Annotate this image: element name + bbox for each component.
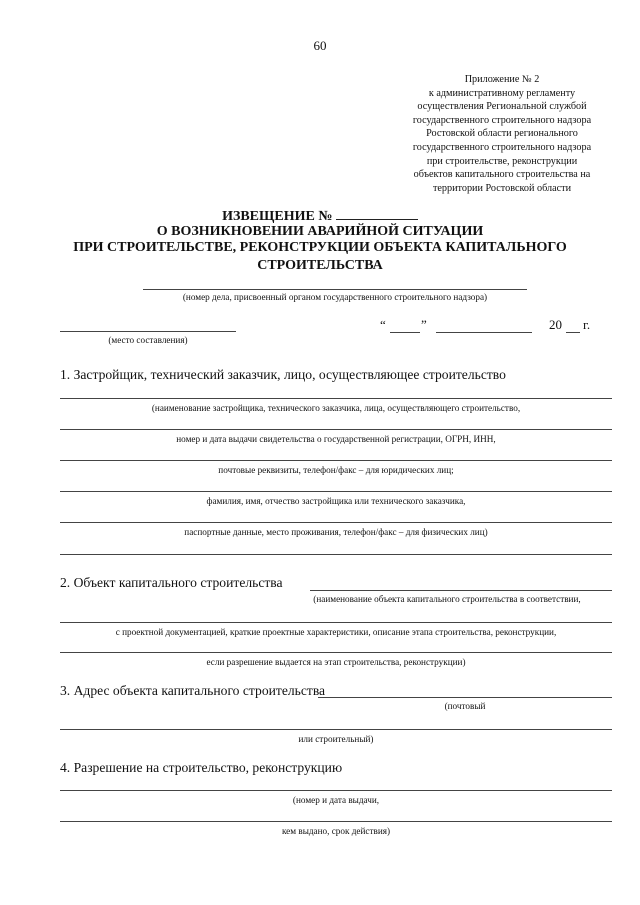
appendix-line: к административному регламенту	[428, 87, 576, 99]
section-3-caption: (почтовый	[444, 701, 486, 711]
date-year-field[interactable]	[566, 332, 580, 333]
date-open-quote: “	[380, 317, 386, 332]
section-2-field[interactable]	[60, 622, 612, 623]
section-1-caption: номер и дата выдачи свидетельства о государственной регистрации, ОГРН, ИНН,	[176, 434, 496, 444]
date-month-field[interactable]	[436, 332, 532, 333]
section-2-field[interactable]	[60, 652, 612, 653]
section-2-caption: с проектной документацией, краткие проектные характеристики, описание этапа строительства, реконструкции,	[115, 627, 557, 637]
section-4-caption: кем выдано, срок действия)	[281, 826, 391, 836]
document-title	[0, 207, 640, 225]
section-1-field[interactable]	[60, 398, 612, 399]
section-2-caption: (наименование объекта капитального строительства в соответствии,	[313, 594, 581, 604]
section-1-field[interactable]	[60, 554, 612, 555]
case-number-caption: (номер дела, присвоенный органом государственного строительного надзора)	[182, 292, 488, 302]
appendix-line: осуществления Региональной службой	[417, 101, 587, 113]
section-1-field[interactable]	[60, 429, 612, 430]
section-1-field[interactable]	[60, 522, 612, 523]
section-1-field[interactable]	[60, 460, 612, 461]
section-2-caption: если разрешение выдается на этап строительства, реконструкции)	[206, 657, 466, 667]
section-1-field[interactable]	[60, 491, 612, 492]
title-notice: ИЗВЕЩЕНИЕ №	[222, 209, 333, 224]
page-number: 60	[313, 38, 327, 53]
appendix-line: при строительстве, реконструкции	[426, 155, 578, 167]
appendix-line: объектов капитального строительства на	[413, 169, 591, 181]
place-caption: (место составления)	[108, 335, 188, 345]
section-1-caption: фамилия, имя, отчество застройщика или технического заказчика,	[206, 496, 466, 506]
title-context-end: СТРОИТЕЛЬСТВА	[257, 258, 383, 273]
appendix-line: территории Ростовской области	[432, 182, 572, 194]
section-1-caption: паспортные данные, место проживания, телефон/факс – для физических лиц)	[184, 527, 488, 537]
date-close-quote: ”	[421, 317, 427, 332]
date-year-prefix: 20	[549, 317, 562, 332]
appendix-line: Приложение № 2	[464, 74, 540, 85]
section-3-caption: или строительный)	[298, 734, 374, 744]
section-3-field[interactable]	[318, 697, 612, 698]
section-4-field[interactable]	[60, 821, 612, 822]
section-1-heading: 1. Застройщик, технический заказчик, лицо, осуществляющее строительство	[60, 367, 506, 382]
section-4-heading: 4. Разрешение на строительство, реконструкцию	[60, 760, 343, 775]
notice-number-field[interactable]	[336, 207, 418, 220]
title-context: ПРИ СТРОИТЕЛЬСТВЕ, РЕКОНСТРУКЦИИ ОБЪЕКТА КАПИТАЛЬНОГО	[73, 240, 567, 255]
section-1-caption: (наименование застройщика, технического заказчика, лица, осуществляющего строительство,	[151, 403, 521, 413]
section-3-heading: 3. Адрес объекта капитального строительства	[60, 683, 326, 698]
date-year-suffix: г.	[583, 317, 591, 332]
appendix-note	[372, 73, 632, 195]
section-1-caption: почтовые реквизиты, телефон/факс – для юридических лиц;	[218, 465, 454, 475]
appendix-line: государственного строительного надзора	[412, 141, 592, 153]
section-2-heading: 2. Объект капитального строительства	[60, 575, 283, 590]
title-subject: О ВОЗНИКНОВЕНИИ АВАРИЙНОЙ СИТУАЦИИ	[156, 224, 484, 239]
appendix-line: государственного строительного надзора	[412, 114, 592, 126]
section-4-field[interactable]	[60, 790, 612, 791]
section-2-field[interactable]	[310, 590, 612, 591]
appendix-line: Ростовской области регионального	[426, 128, 578, 140]
case-number-field[interactable]	[143, 289, 527, 290]
date-day-field[interactable]	[390, 332, 420, 333]
section-3-field[interactable]	[60, 729, 612, 730]
section-4-caption: (номер и дата выдачи,	[292, 795, 380, 805]
place-field[interactable]	[60, 331, 236, 332]
